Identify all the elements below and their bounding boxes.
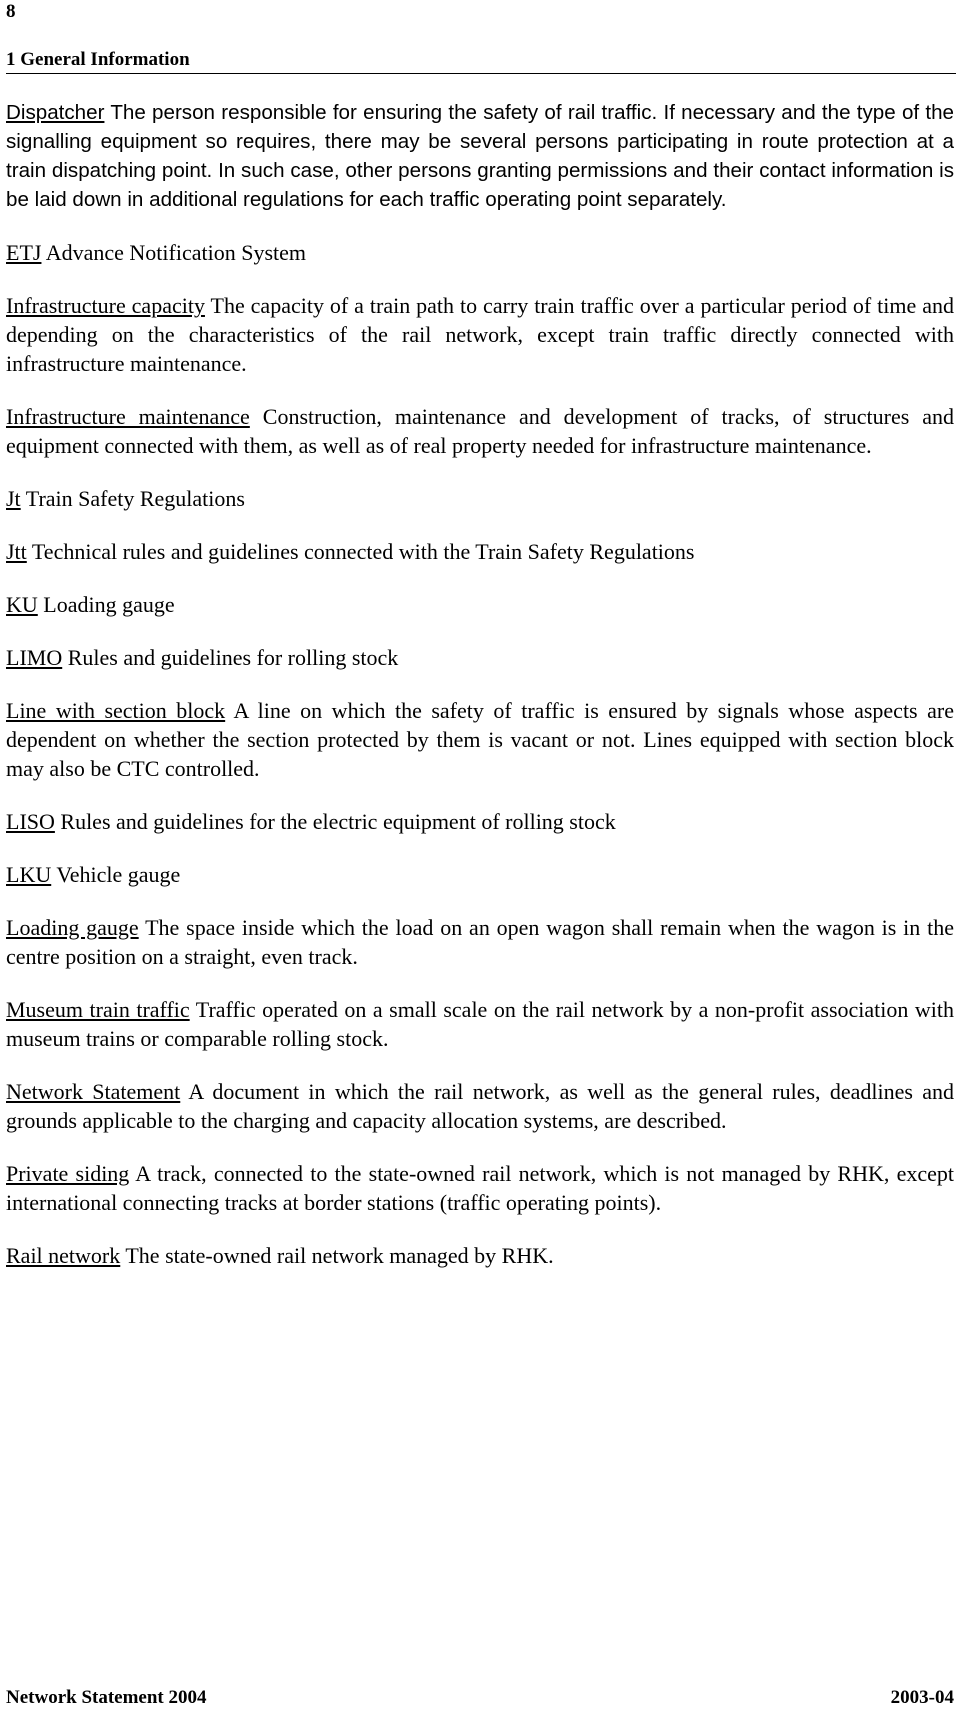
glossary-term: KU xyxy=(6,592,38,617)
glossary-term: Network Statement xyxy=(6,1079,181,1104)
glossary-entry-infrastructure-maintenance xyxy=(6,402,954,460)
page-footer xyxy=(6,1686,954,1710)
glossary-entry-loading-gauge xyxy=(6,913,954,971)
glossary-entry-museum-train-traffic xyxy=(6,995,954,1053)
glossary-entry-etj xyxy=(6,238,954,267)
glossary xyxy=(6,98,954,1294)
glossary-definition: A line on which the safety of traffic is ensured by signals whose aspects are dependent on whether the section protected by them is vacant or not. Lines equipped with section block may also be CTC controlled. xyxy=(6,698,954,781)
glossary-definition: A track, connected to the state-owned rail network, which is not managed by RHK, except international connecting tracks at border stations (traffic operating points). xyxy=(6,1161,954,1215)
glossary-definition: The space inside which the load on an open wagon shall remain when the wagon is in the centre position on a straight, even track. xyxy=(6,915,954,969)
glossary-term: Rail network xyxy=(6,1243,121,1268)
glossary-term: LIMO xyxy=(6,645,63,670)
section-header: 1 General Information xyxy=(6,48,956,74)
glossary-term: Private siding xyxy=(6,1161,130,1186)
glossary-definition: Advance Notification System xyxy=(41,240,307,265)
glossary-entry-infrastructure-capacity xyxy=(6,291,954,378)
glossary-entry-liso xyxy=(6,807,954,836)
glossary-definition: The state-owned rail network managed by RHK. xyxy=(120,1243,554,1268)
footer-document-title: Network Statement 2004 xyxy=(6,1687,207,1708)
glossary-definition: Rules and guidelines for the electric equipment of rolling stock xyxy=(54,809,616,834)
glossary-definition: Traffic operated on a small scale on the rail network by a non-profit association with museum trains or comparable rolling stock. xyxy=(6,997,954,1051)
glossary-term: Jt xyxy=(6,486,21,511)
glossary-entry-line-with-section-block xyxy=(6,696,954,783)
glossary-definition: Technical rules and guidelines connected with the Train Safety Regulations xyxy=(26,539,695,564)
glossary-term: LISO xyxy=(6,809,55,834)
glossary-term: Dispatcher xyxy=(6,101,105,124)
glossary-entry-jtt xyxy=(6,537,954,566)
glossary-term: Jtt xyxy=(6,539,27,564)
glossary-term: Line with section block xyxy=(6,698,226,723)
glossary-entry-private-siding xyxy=(6,1159,954,1217)
glossary-definition: Construction, maintenance and development of tracks, of structures and equipment connected with them, as well as of real property needed for infrastructure maintenance. xyxy=(6,404,955,458)
glossary-definition: Train Safety Regulations xyxy=(20,486,245,511)
glossary-entry-network-statement xyxy=(6,1077,954,1135)
glossary-entry-jt xyxy=(6,484,954,513)
glossary-entry-ku xyxy=(6,590,954,619)
glossary-term: Infrastructure maintenance xyxy=(6,404,250,429)
glossary-term: Infrastructure capacity xyxy=(6,293,205,318)
glossary-term: Loading gauge xyxy=(6,915,139,940)
glossary-term: LKU xyxy=(6,862,52,887)
footer-date: 2003-04 xyxy=(890,1687,954,1708)
glossary-definition: The person responsible for ensuring the safety of rail traffic. If necessary and the type of the signalling equipment so requires, there may be several persons participating in route protection at a train dispatching point. In such case, other persons granting permissions and their contact information is be laid down in additional regulations for each traffic operating point separately. xyxy=(6,101,954,211)
glossary-definition: Loading gauge xyxy=(37,592,175,617)
glossary-entry-lku xyxy=(6,860,954,889)
glossary-entry-limo xyxy=(6,643,954,672)
glossary-definition: A document in which the rail network, as well as the general rules, deadlines and grounds applicable to the charging and capacity allocation systems, are described. xyxy=(6,1079,954,1133)
glossary-term: Museum train traffic xyxy=(6,997,190,1022)
glossary-definition: The capacity of a train path to carry train traffic over a particular period of time and depending on the characteristics of the rail network, except train traffic directly connected with infrastructure maintenance. xyxy=(6,293,954,376)
glossary-entry-rail-network xyxy=(6,1241,954,1270)
glossary-term: ETJ xyxy=(6,240,42,265)
glossary-entry-dispatcher xyxy=(6,98,954,214)
page-number: 8 xyxy=(6,1,16,22)
glossary-definition: Vehicle gauge xyxy=(51,862,181,887)
glossary-definition: Rules and guidelines for rolling stock xyxy=(62,645,399,670)
